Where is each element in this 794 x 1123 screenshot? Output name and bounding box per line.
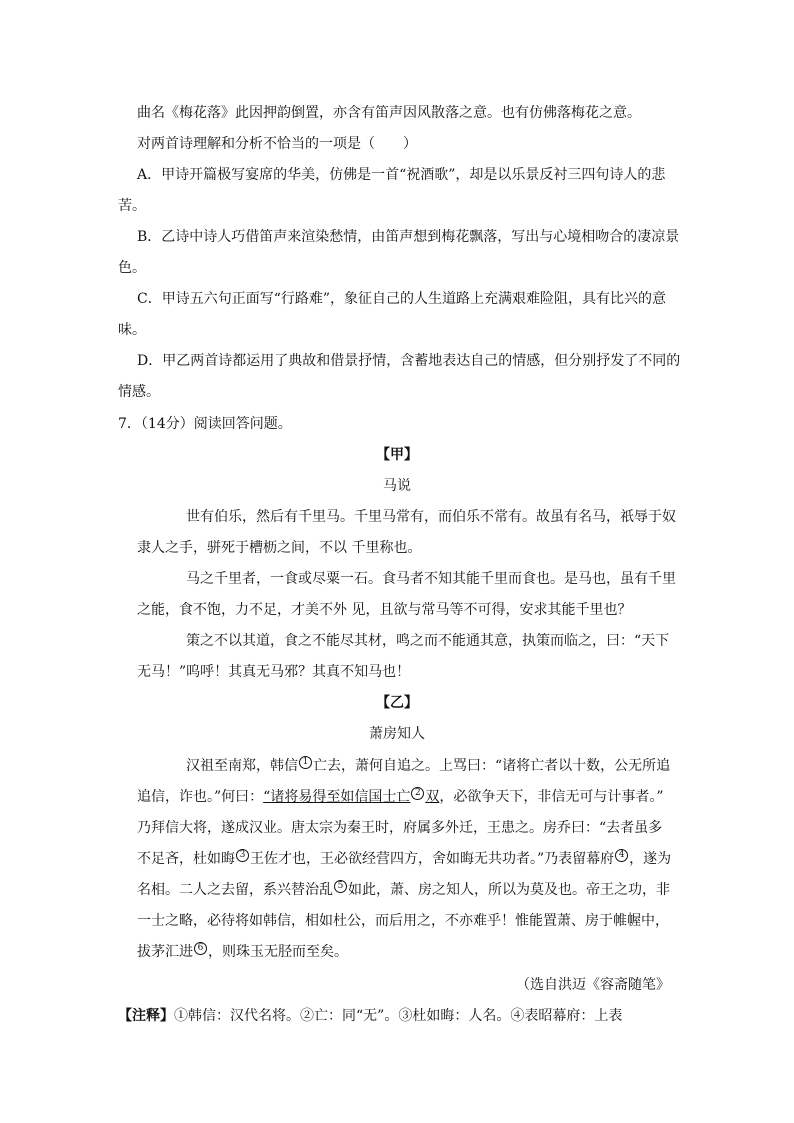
notes-label: 【注释】 xyxy=(118,1008,174,1024)
q6-stem: 对两首诗理解和分析不恰当的一项是（ ） xyxy=(137,136,417,152)
yi-line4 xyxy=(137,849,671,869)
note-marker-3: 3 xyxy=(236,849,249,862)
yi-title: 萧房知人 xyxy=(369,726,425,742)
notes-text: ①韩信：汉代名将。②亡：同“无”。③杜如晦：人名。④表昭幕府：上表 xyxy=(174,1008,623,1024)
yi-line2-text-a: 追信，诈也。”何曰： xyxy=(137,789,264,805)
q6-option-c-cont: 味。 xyxy=(118,322,146,338)
poem-note: 曲名《梅花落》此因押韵倒置，亦含有笛声因风散落之意。也有仿佛落梅花之意。 xyxy=(137,105,641,121)
q6-option-d: D．甲乙两首诗都运用了典故和借景抒情，含蓄地表达自己的情感，但分别抒发了不同的 xyxy=(137,353,681,369)
note-marker-4: 4 xyxy=(615,849,628,862)
q6-option-c: C．甲诗五六句正面写“行路难”，象征自己的人生道路上充满艰难险阻，具有比兴的意 xyxy=(137,291,667,307)
q6-option-a: A．甲诗开篇极写宴席的华美，仿佛是一首“祝酒歌”，却是以乐景反衬三四句诗人的悲 xyxy=(137,167,666,183)
yi-line6: 一士之略，必待将如韩信，相如杜公，而后用之，不亦难乎！惟能置萧、房于帷幄中， xyxy=(137,913,669,929)
yi-line2-text-b: ，必欲争天下，非信无可与计事者。” xyxy=(439,789,664,805)
yi-line1-text-a: 汉祖至南郑，韩信 xyxy=(186,758,298,774)
q6-option-d-cont: 情感。 xyxy=(118,384,160,400)
yi-line5-text-b: 如此，萧、房之知人，所以为莫及也。帝王之功，非 xyxy=(348,882,670,898)
yi-line1-text-b: 亡去，萧何自追之。上骂曰：“诸将亡者以十数，公无所追 xyxy=(313,758,671,774)
jia-p3-line2: 无马！”呜呼！其真无马邪？其真不知马也！ xyxy=(137,664,411,680)
underlined-sentence: “诸将易得至如信国士亡 xyxy=(263,789,411,805)
yi-line5-text-a: 名相。二人之去留，系兴替治乱 xyxy=(137,882,333,898)
jia-p3-line1: 策之不以其道，食之不能尽其材，鸣之而不能通其意，执策而临之，曰：“天下 xyxy=(186,633,670,649)
underlined-sentence-end: 双 xyxy=(425,789,440,805)
jia-p2-line2: 之能，食不饱，力不足，才美不外 见，且欲与常马等不可得，安求其能千里也？ xyxy=(137,602,632,618)
jia-p1-line1: 世有伯乐，然后有千里马。千里马常有，而伯乐不常有。故虽有名马，祇辱于奴 xyxy=(186,509,676,525)
note-marker-6: 6 xyxy=(194,942,207,955)
yi-line1 xyxy=(186,756,670,776)
yi-line3: 乃拜信大将，遂成汉业。唐太宗为秦王时，府属多外迁，王患之。房乔曰：“去者虽多 xyxy=(137,820,663,836)
jia-p1-line2: 隶人之手，骈死于槽枥之间，不以 千里称也。 xyxy=(137,540,422,556)
yi-line2 xyxy=(137,787,664,807)
q7-header: 7．（14分）阅读回答问题。 xyxy=(118,416,292,432)
q6-option-a-cont: 苦。 xyxy=(118,198,146,214)
yi-line5 xyxy=(137,880,670,900)
yi-label: 【乙】 xyxy=(376,695,418,711)
q6-option-b: B．乙诗中诗人巧借笛声来渲染愁情，由笛声想到梅花飘落，写出与心境相吻合的凄凉景 xyxy=(137,229,680,245)
notes-line xyxy=(118,1006,622,1026)
note-marker-2: 2 xyxy=(411,787,424,800)
source-citation: （选自洪迈《容斋随笔》 xyxy=(516,977,670,993)
yi-line4-text-c: ，遂为 xyxy=(629,851,672,867)
jia-label: 【甲】 xyxy=(376,447,418,463)
note-marker-5: 5 xyxy=(334,880,347,893)
yi-line4-text-a: 不足吝，杜如晦 xyxy=(137,851,235,867)
jia-title: 马说 xyxy=(383,478,411,494)
yi-line7-text-a: 拔茅汇进 xyxy=(137,944,193,960)
jia-p2-line1: 马之千里者，一食或尽粟一石。食马者不知其能千里而食也。是马也，虽有千里 xyxy=(186,571,676,587)
yi-line7-text-b: ，则珠玉无胫而至矣。 xyxy=(208,944,348,960)
yi-line7 xyxy=(137,942,348,962)
note-marker-1: 1 xyxy=(299,756,312,769)
yi-line4-text-b: 王佐才也，王必欲经营四方，舍如晦无共功者。”乃表留幕府 xyxy=(250,851,615,867)
q6-option-b-cont: 色。 xyxy=(118,260,146,276)
